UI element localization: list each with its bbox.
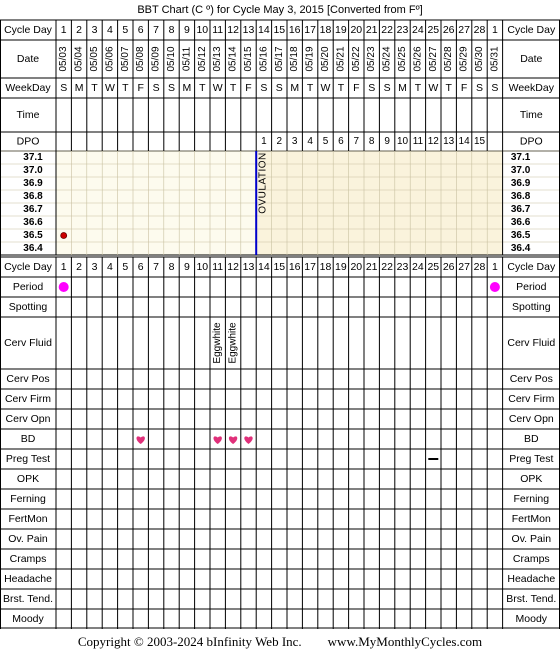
temp-tick-left: 36.7 (23, 204, 43, 215)
temp-tick-left: 36.6 (23, 217, 43, 228)
weekday-letter: S (60, 82, 68, 94)
date-label: 05/05 (89, 46, 100, 72)
weekday-letter: S (275, 82, 283, 94)
symptom-12-label-right: Cramps (512, 553, 550, 565)
cycle-day-number: 20 (350, 24, 363, 36)
weekday-letter: M (398, 82, 407, 94)
weekday-letter: T (122, 82, 129, 94)
cycle-day-number: 14 (258, 261, 270, 273)
cycle-day-number: 16 (288, 24, 301, 36)
cycle-day-number: 11 (212, 261, 224, 273)
cycle-day-number: 6 (137, 261, 144, 273)
cycle-day-number: 2 (76, 24, 83, 36)
cycle-day-number: 7 (153, 24, 160, 36)
cycle-day-number: 8 (168, 261, 175, 273)
date-label: 05/07 (119, 46, 131, 72)
temp-tick-right: 36.5 (510, 230, 531, 241)
temp-tick-right: 36.8 (510, 191, 531, 202)
cycle-day-2-label-right: Cycle Day (507, 261, 556, 273)
date-label: 05/23 (366, 46, 378, 72)
dpo-number: 13 (443, 136, 455, 147)
symptom-6-label-left: BD (20, 433, 36, 445)
dpo-number: 1 (261, 136, 267, 147)
symptom-7-label-left: Preg Test (5, 453, 51, 465)
cycle-day-number: 3 (91, 24, 98, 36)
symptom-1-label-right: Spotting (512, 301, 551, 313)
cycle-day-label-right: Cycle Day (507, 24, 556, 36)
dpo-number: 10 (396, 136, 409, 147)
cycle-day-label-left: Cycle Day (4, 24, 52, 36)
temp-tick-left: 37.0 (23, 165, 43, 176)
symptom-14-label-left: Brst. Tend. (3, 593, 53, 605)
cycle-day-number: 18 (319, 24, 332, 36)
cycle-day-number: 4 (106, 24, 113, 36)
cycle-day-number: 10 (196, 261, 209, 273)
cycle-day-number: 1 (60, 24, 67, 36)
temp-point (61, 233, 67, 239)
temp-tick-left: 36.9 (23, 178, 43, 189)
cycle-day-number: 23 (396, 261, 409, 273)
weekday-letter: T (91, 82, 98, 94)
date-label: 05/10 (166, 46, 177, 72)
temp-tick-right: 36.6 (510, 217, 531, 228)
weekday-letter: S (152, 82, 160, 94)
copyright-text: Copyright © 2003-2024 bInfinity Web Inc. (77, 634, 302, 649)
weekday-letter: T (229, 82, 237, 94)
date-label: 05/19 (304, 46, 316, 72)
date-label: 05/28 (443, 46, 455, 72)
date-label: 05/22 (350, 46, 362, 72)
weekday-label-left: WeekDay (5, 82, 51, 94)
time-label-right: Time (519, 109, 543, 121)
date-label: 05/29 (458, 46, 470, 72)
symptom-6-label-right: BD (524, 433, 539, 445)
weekday-letter: S (475, 82, 484, 94)
temp-tick-left: 37.1 (23, 152, 43, 163)
symptom-15-label-right: Moody (515, 613, 548, 625)
cycle-day-number: 25 (427, 24, 440, 36)
date-label: 05/03 (58, 46, 70, 72)
dpo-number: 14 (458, 136, 470, 147)
weekday-letter: W (428, 82, 439, 94)
cycle-day-number: 17 (304, 24, 316, 36)
weekday-letter: F (353, 82, 360, 94)
cycle-day-number: 9 (183, 261, 190, 273)
symptom-9-label-right: Ferning (513, 493, 550, 505)
cycle-day-number: 18 (319, 261, 332, 273)
cycle-day-number: 5 (122, 261, 129, 273)
cycle-day-number: 21 (365, 261, 378, 273)
dpo-number: 8 (368, 136, 375, 147)
dpo-number: 11 (412, 136, 424, 147)
bd-heart (229, 436, 237, 444)
temp-tick-right: 37.1 (510, 152, 531, 163)
weekday-letter: F (245, 82, 252, 94)
weekday-label-right: WeekDay (508, 82, 554, 94)
period-dot (490, 282, 500, 292)
weekday-letter: M (74, 82, 84, 94)
footer (0, 632, 560, 652)
weekday-letter: T (199, 82, 206, 94)
dpo-label-right: DPO (519, 135, 543, 148)
cycle-day-number: 27 (458, 24, 470, 36)
cycle-day-number: 10 (196, 24, 209, 36)
bd-heart (214, 436, 222, 444)
dpo-number: 4 (307, 136, 313, 147)
dpo-number: 12 (427, 136, 439, 147)
date-label: 05/15 (243, 46, 254, 72)
dpo-number: 3 (291, 136, 298, 147)
symptom-4-label-right: Cerv Firm (508, 393, 555, 405)
cycle-day-number: 4 (106, 261, 113, 273)
cycle-day-2-label-left: Cycle Day (4, 261, 52, 273)
weekday-letter: S (167, 82, 176, 94)
cycle-day-number: 24 (412, 261, 424, 273)
date-label: 05/16 (258, 46, 270, 72)
symptom-4-label-left: Cerv Firm (4, 393, 52, 405)
cycle-day-number: 26 (442, 261, 455, 273)
cycle-day-number: 1 (491, 24, 498, 36)
weekday-letter: S (383, 82, 391, 94)
symptom-11-label-right: Ov. Pain (511, 533, 552, 545)
date-label: 05/30 (474, 46, 485, 72)
date-label: 05/06 (104, 46, 116, 72)
cycle-day-number: 12 (227, 261, 239, 273)
cycle-day-number: 26 (442, 24, 455, 36)
cycle-day-number: 19 (335, 24, 347, 36)
cycle-day-number: 3 (91, 261, 98, 273)
date-label: 05/24 (381, 46, 393, 72)
cycle-day-number: 28 (473, 261, 486, 273)
cycle-day-number: 15 (273, 261, 286, 273)
cycle-day-number: 13 (242, 24, 255, 36)
cycle-day-number: 24 (412, 24, 424, 36)
cycle-day-number: 22 (381, 24, 393, 36)
cycle-day-number: 6 (137, 24, 144, 36)
weekday-letter: F (137, 82, 144, 94)
cycle-day-number: 7 (153, 261, 160, 273)
temp-tick-right: 36.4 (510, 243, 531, 254)
symptom-9-label-left: Ferning (10, 493, 46, 505)
symptom-15-label-left: Moody (12, 613, 44, 625)
weekday-letter: W (104, 82, 115, 94)
dpo-number: 7 (353, 136, 360, 147)
weekday-letter: W (212, 82, 223, 94)
cycle-day-number: 9 (183, 24, 190, 36)
date-label: 05/13 (212, 46, 224, 72)
dpo-number: 2 (276, 136, 283, 147)
dpo-number: 6 (338, 136, 344, 147)
symptom-3-label-left: Cerv Pos (6, 373, 50, 385)
date-label-left: Date (16, 53, 40, 65)
weekday-letter: W (320, 82, 331, 94)
cycle-day-number: 21 (365, 24, 378, 36)
symptom-10-label-left: FertMon (8, 513, 48, 525)
weekday-letter: T (337, 82, 345, 94)
cycle-day-number: 25 (427, 261, 440, 273)
temp-tick-left: 36.5 (23, 230, 43, 241)
symptom-8-label-left: OPK (16, 473, 40, 485)
dpo-number: 9 (384, 136, 390, 147)
cycle-day-number: 11 (212, 24, 224, 36)
date-label-right: Date (520, 53, 543, 65)
symptom-8-label-right: OPK (520, 473, 543, 485)
cerv-fluid-label: Eggwhite (212, 322, 224, 364)
weekday-letter: T (445, 82, 452, 94)
symptom-11-label-left: Ov. Pain (8, 533, 48, 545)
bd-heart (137, 436, 145, 444)
temp-tick-right: 36.7 (510, 204, 531, 215)
symptom-10-label-right: FertMon (511, 513, 551, 525)
date-label: 05/18 (289, 46, 301, 72)
weekday-letter: F (460, 82, 468, 94)
cycle-day-number: 15 (273, 24, 286, 36)
date-label: 05/12 (196, 46, 208, 72)
symptom-1-label-left: Spotting (8, 301, 48, 313)
weekday-letter: T (414, 82, 422, 94)
cycle-day-number: 28 (473, 24, 486, 36)
cycle-day-number: 27 (458, 261, 470, 273)
date-label: 05/31 (489, 46, 501, 72)
cerv-fluid-label: Eggwhite (227, 322, 239, 364)
temp-tick-left: 36.4 (23, 243, 43, 254)
cycle-day-number: 13 (242, 261, 255, 273)
cycle-day-number: 14 (258, 24, 270, 36)
weekday-letter: S (491, 82, 499, 94)
symptom-13-label-left: Headache (4, 573, 52, 585)
bd-heart (244, 436, 252, 444)
date-label: 05/09 (150, 46, 162, 72)
cycle-day-number: 16 (288, 261, 301, 273)
cycle-day-number: 8 (168, 24, 175, 36)
cycle-day-number: 17 (304, 261, 316, 273)
date-label: 05/26 (412, 46, 424, 72)
symptom-7-label-right: Preg Test (509, 453, 554, 465)
symptom-3-label-right: Cerv Pos (509, 373, 553, 385)
date-label: 05/04 (73, 46, 85, 72)
site-link[interactable]: www.MyMonthlyCycles.com (327, 634, 483, 649)
cycle-day-number: 1 (491, 261, 498, 273)
ovulation-label: OVULATION (257, 152, 269, 214)
weekday-letter: S (260, 82, 268, 94)
date-label: 05/27 (427, 46, 439, 72)
temp-tick-left: 36.8 (23, 191, 43, 202)
weekday-letter: M (182, 82, 192, 94)
dpo-label-left: DPO (16, 135, 40, 148)
chart-title: BBT Chart (C º) for Cycle May 3, 2015 [Converted from Fº] (137, 4, 423, 16)
weekday-letter: M (290, 82, 300, 94)
cycle-day-number: 23 (396, 24, 409, 36)
symptom-12-label-left: Cramps (9, 553, 47, 565)
dpo-number: 5 (322, 136, 329, 147)
date-label: 05/21 (335, 46, 347, 72)
temp-tick-right: 36.9 (510, 178, 531, 189)
cycle-day-number: 12 (227, 24, 239, 36)
cycle-day-number: 20 (350, 261, 363, 273)
date-label: 05/11 (181, 46, 193, 72)
date-label: 05/14 (227, 46, 239, 72)
cycle-day-number: 5 (122, 24, 129, 36)
dpo-number: 15 (473, 136, 486, 147)
symptom-2-label-left: Cerv Fluid (4, 337, 52, 349)
date-label: 05/20 (320, 46, 331, 72)
symptom-0-label-left: Period (12, 281, 44, 293)
symptom-2-label-right: Cerv Fluid (507, 337, 556, 349)
weekday-letter: S (368, 82, 376, 94)
symptom-14-label-right: Brst. Tend. (506, 593, 557, 605)
symptom-0-label-right: Period (516, 281, 547, 293)
date-label: 05/25 (397, 46, 408, 72)
date-label: 05/08 (135, 46, 147, 72)
period-dot (59, 282, 69, 292)
temp-tick-right: 37.0 (510, 165, 531, 176)
cycle-day-number: 1 (60, 261, 67, 273)
symptom-5-label-left: Cerv Opn (5, 413, 51, 425)
cycle-day-number: 2 (76, 261, 83, 273)
symptom-13-label-right: Headache (507, 573, 556, 585)
time-label-left: Time (16, 109, 40, 121)
weekday-letter: T (306, 82, 314, 94)
symptom-5-label-right: Cerv Opn (508, 413, 554, 425)
date-label: 05/17 (273, 46, 285, 72)
cycle-day-number: 19 (335, 261, 347, 273)
cycle-day-number: 22 (381, 261, 393, 273)
